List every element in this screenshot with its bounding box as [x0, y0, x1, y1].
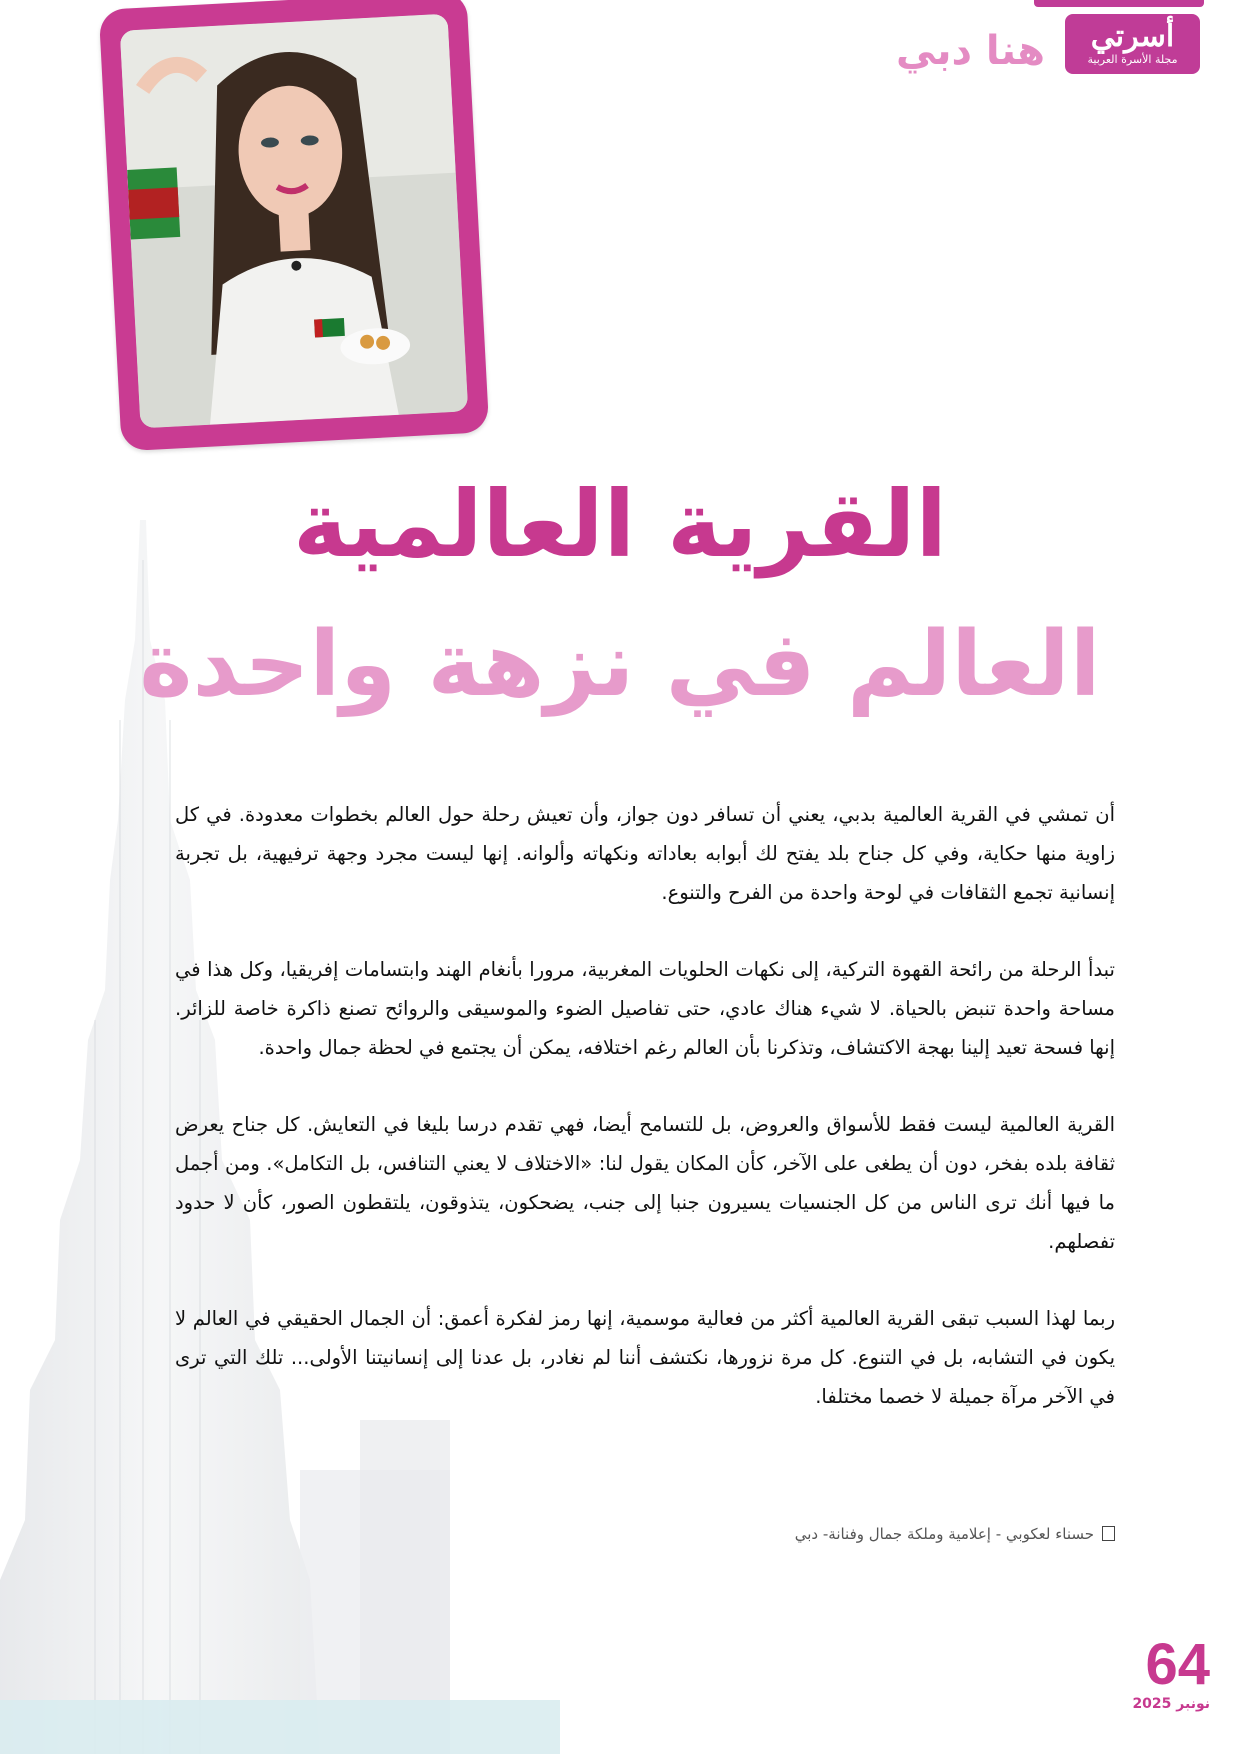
section-label: هنا دبي — [895, 28, 1045, 74]
logo-subtitle: مجلة الأسرة العربية — [1087, 53, 1178, 66]
paragraph: القرية العالمية ليست فقط للأسواق والعروض، بل للتسامح أيضا، فهي تقدم درسا بليغا في التعايش. كل جناح يعرض ثقافة بلده بفخر، دون أن يطغى على الآخر، كأن المكان يقول لنا: «الاختلاف لا يعني التنافس، بل التكامل». ومن أجمل ما فيها أنك ترى الناس من كل الجنسيات يسيرون جنبا إلى جنب، يضحكون، يتذوقون، يلتقطون الصور، كأن لا حدود تفصلهم. — [175, 1113, 1115, 1253]
portrait-photo-frame — [99, 0, 490, 451]
article-subtitle: العالم في نزهة واحدة — [139, 612, 1101, 717]
paragraph: أن تمشي في القرية العالمية بدبي، يعني أن تسافر دون جواز، وأن تعيش رحلة حول العالم بخطوات معدودة. في كل زاوية منها حكاية، وفي كل جناح بلد يفتح لك أبوابه بعاداته ونكهاته وألوانه. إنها ليست مجرد وجهة ترفيهية، بل تجربة إنسانية تجمع الثقافات في لوحة واحدة من الفرح والتنوع. — [175, 803, 1115, 904]
logo-text: أسرتي — [1090, 19, 1175, 54]
byline-text: حسناء لعكوبي - إعلامية وملكة جمال وفنانة- دبي — [794, 1525, 1094, 1543]
header-accent-bar — [1034, 0, 1204, 7]
byline-marker-icon — [1102, 1526, 1115, 1541]
paragraph: تبدأ الرحلة من رائحة القهوة التركية، إلى نكهات الحلويات المغربية، مرورا بأنغام الهند وابتسامات إفريقيا، وكل هذا في مساحة واحدة تنبض بالحياة. لا شيء هناك عادي، حتى تفاصيل الضوء والموسيقى والروائح تصنع ذاكرة خاصة للزائر. إنها فسحة تعيد إلينا بهجة الاكتشاف، وتذكرنا بأن العالم رغم اختلافه، يمكن أن يجتمع في لحظة جمال واحدة. — [175, 958, 1115, 1059]
paragraph: ربما لهذا السبب تبقى القرية العالمية أكثر من فعالية موسمية، إنها رمز لفكرة أعمق: أن الجمال الحقيقي في العالم لا يكون في التشابه، بل في التنوع. كل مرة نزورها، نكتشف أننا لم نغادر، بل عدنا إلى إنسانيتنا الأولى... تلك التي ترى في الآخر مرآة جميلة لا خصما مختلفا. — [175, 1307, 1115, 1408]
article-title: القرية العالمية — [292, 471, 948, 578]
author-byline — [795, 1525, 1115, 1543]
portrait-photo — [120, 14, 468, 429]
article-body — [175, 795, 1115, 1454]
page-number: 64 — [1145, 1632, 1210, 1697]
issue-date: نونبر 2025 — [1132, 1696, 1210, 1712]
magazine-logo — [1065, 14, 1200, 74]
